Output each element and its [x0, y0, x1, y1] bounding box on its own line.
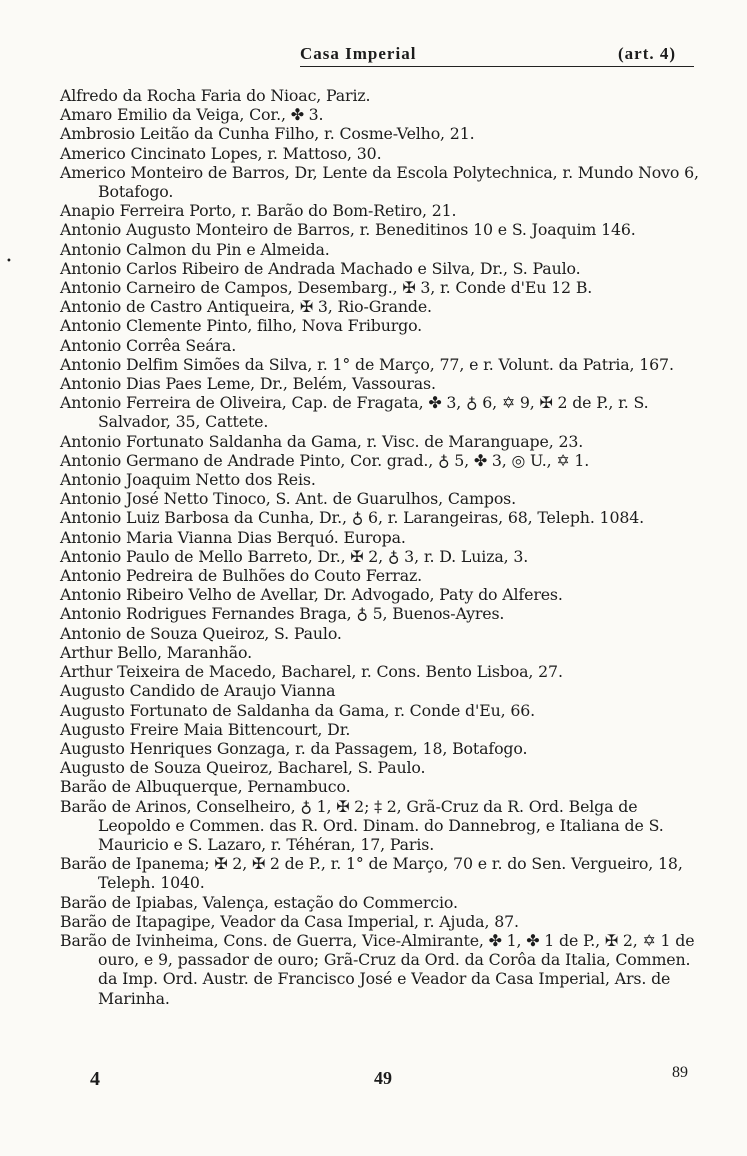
directory-entry: Antonio Fortunato Saldanha da Gama, r. Visc. de Maranguape, 23. — [60, 431, 584, 451]
directory-entry: Antonio Pedreira de Bulhões do Couto Ferraz. — [60, 566, 423, 586]
directory-entry: Antonio Augusto Monteiro de Barros, r. Beneditinos 10 e S. Joaquim 146. — [60, 220, 636, 240]
directory-entry: Antonio Ribeiro Velho de Avellar, Dr. Advogado, Paty do Alferes. — [60, 585, 563, 605]
directory-entry: Barão de Itapagipe, Veador da Casa Imperial, r. Ajuda, 87. — [60, 911, 519, 931]
page-footer — [0, 1064, 747, 1092]
header-title: Casa Imperial — [300, 44, 417, 63]
directory-entry: Barão de Ipanema; ✠ 2, ✠ 2 de P., r. 1° de Março, 70 e r. do Sen. Vergueiro, 18, Teleph. 1040. — [60, 854, 683, 893]
directory-entry: Barão de Albuquerque, Pernambuco. — [60, 777, 351, 797]
directory-entries — [60, 86, 710, 1008]
secondary-number: 89 — [672, 1064, 688, 1081]
directory-entry: Amaro Emilio da Veiga, Cor., ✤ 3. — [60, 105, 324, 125]
directory-entry: Antonio Calmon du Pin e Almeida. — [60, 239, 330, 259]
running-header — [300, 44, 700, 68]
directory-entry: Arthur Teixeira de Macedo, Bacharel, r. Cons. Bento Lisboa, 27. — [60, 662, 563, 682]
directory-entry: Augusto Fortunato de Saldanha da Gama, r. Conde d'Eu, 66. — [60, 700, 536, 720]
directory-entry: Antonio Clemente Pinto, filho, Nova Friburgo. — [60, 316, 423, 336]
directory-entry: Antonio Joaquim Netto dos Reis. — [60, 470, 316, 490]
directory-entry: Americo Cincinato Lopes, r. Mattoso, 30. — [60, 143, 382, 163]
directory-entry: Barão de Arinos, Conselheiro, ♁ 1, ✠ 2; ‡ 2, Grã-Cruz da R. Ord. Belga de Leopoldo e Commen. das R. Ord. Dinam. do Dannebrog, e Italiana de S. Mauricio e S. Lazaro, r. Téhéran, 17, Paris. — [60, 796, 664, 854]
directory-entry: Americo Monteiro de Barros, Dr, Lente da Escola Polytechnica, r. Mundo Novo 6, Botafogo. — [60, 162, 699, 202]
directory-entry: Antonio Maria Vianna Dias Berquó. Europa. — [60, 527, 406, 547]
directory-entry: Ambrosio Leitão da Cunha Filho, r. Cosme-Velho, 21. — [60, 124, 475, 144]
directory-entry: Antonio de Souza Queiroz, S. Paulo. — [60, 623, 342, 643]
directory-entry: Antonio de Castro Antiqueira, ✠ 3, Rio-Grande. — [60, 297, 432, 317]
directory-entry: Augusto Candido de Araujo Vianna — [60, 681, 336, 701]
directory-entry: Antonio Carneiro de Campos, Desembarg., ✠ 3, r. Conde d'Eu 12 B. — [60, 278, 593, 298]
directory-entry: Arthur Bello, Maranhão. — [60, 642, 252, 662]
directory-entry: Antonio Carlos Ribeiro de Andrada Machado e Silva, Dr., S. Paulo. — [60, 258, 581, 278]
directory-entry: Antonio José Netto Tinoco, S. Ant. de Guarulhos, Campos. — [60, 489, 517, 509]
page-number: 49 — [374, 1068, 392, 1088]
directory-entry: Augusto Henriques Gonzaga, r. da Passagem, 18, Botafogo. — [60, 738, 528, 758]
directory-entry: Anapio Ferreira Porto, r. Barão do Bom-Retiro, 21. — [60, 201, 457, 221]
directory-entry: Antonio Paulo de Mello Barreto, Dr., ✠ 2, ♁ 3, r. D. Luiza, 3. — [60, 546, 529, 566]
directory-entry: Antonio Luiz Barbosa da Cunha, Dr., ♁ 6, r. Larangeiras, 68, Teleph. 1084. — [60, 508, 645, 528]
margin-dot: • — [6, 256, 12, 267]
directory-entry: Barão de Ipiabas, Valença, estação do Commercio. — [60, 892, 458, 912]
directory-entry: Antonio Germano de Andrade Pinto, Cor. grad., ♁ 5, ✤ 3, ◎ U., ✡ 1. — [60, 450, 590, 470]
directory-entry: Antonio Corrêa Seára. — [60, 335, 237, 355]
header-article: (art. 4) — [618, 44, 677, 63]
directory-entry: Antonio Ferreira de Oliveira, Cap. de Fragata, ✤ 3, ♁ 6, ✡ 9, ✠ 2 de P., r. S. Salvador, 35, Cattete. — [60, 393, 649, 432]
directory-entry: Antonio Delfim Simões da Silva, r. 1° de Março, 77, e r. Volunt. da Patria, 167. — [60, 354, 674, 374]
directory-entry: Barão de Ivinheima, Cons. de Guerra, Vice-Almirante, ✤ 1, ✤ 1 de P., ✠ 2, ✡ 1 de ouro, e 9, passador de ouro; Grã-Cruz da Ord. da Corôa da Italia, Commen. da Imp. Ord. Austr. de Francisco José e Veador da Casa Imperial, Ars. de Marinha. — [60, 930, 695, 1008]
directory-entry: Augusto de Souza Queiroz, Bacharel, S. Paulo. — [60, 758, 426, 778]
directory-entry: Antonio Dias Paes Leme, Dr., Belém, Vassouras. — [60, 374, 436, 394]
signature-mark: 4 — [90, 1068, 100, 1090]
header-rule — [300, 66, 694, 67]
directory-entry: Antonio Rodrigues Fernandes Braga, ♁ 5, Buenos-Ayres. — [60, 604, 505, 624]
directory-entry: Alfredo da Rocha Faria do Nioac, Pariz. — [60, 86, 371, 105]
directory-entry: Augusto Freire Maia Bittencourt, Dr. — [60, 719, 351, 739]
